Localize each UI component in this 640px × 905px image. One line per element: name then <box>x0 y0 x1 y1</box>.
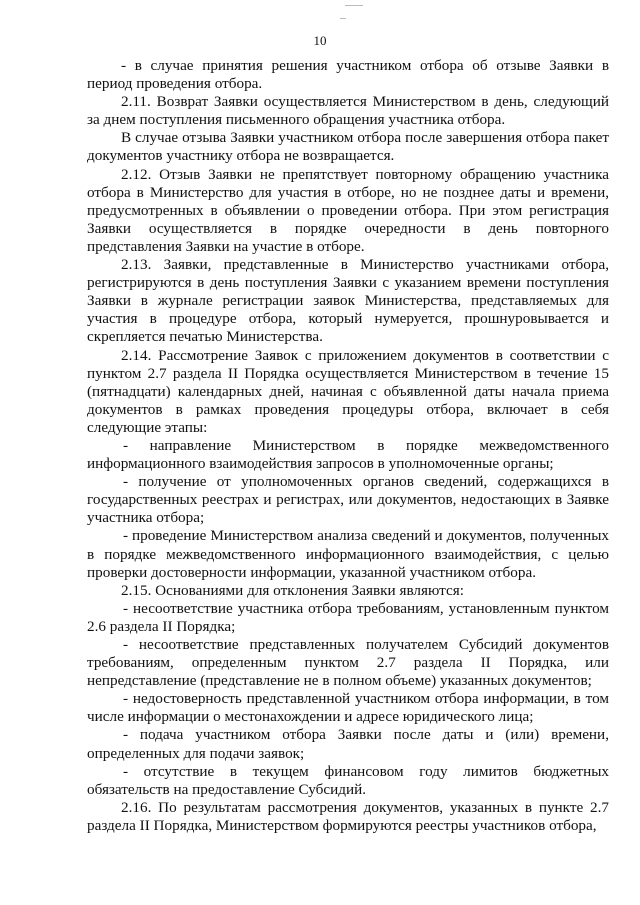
paragraph: 2.16. По результатам рассмотрения документов, указанных в пункте 2.7 раздела II Порядка, Министерством формируются реестры участников отбора, <box>87 798 609 834</box>
list-item: - подача участником отбора Заявки после даты и (или) времени, определенных для подачи заявок; <box>87 726 609 762</box>
list-item: - направление Министерством в порядке межведомственного информационного взаимодействия запросов в уполномоченные органы; <box>87 436 609 473</box>
list-item: - несоответствие участника отбора требованиям, установленным пунктом 2.6 раздела II Порядка; <box>87 599 609 635</box>
scan-mark <box>345 5 363 6</box>
paragraph: 2.11. Возврат Заявки осуществляется Министерством в день, следующий за днем поступления письменного обращения участника отбора. <box>87 93 609 129</box>
paragraph: 2.15. Основаниями для отклонения Заявки являются: <box>121 581 464 599</box>
list-item: - отсутствие в текущем финансовом году лимитов бюджетных обязательств на предоставление Субсидий. <box>87 762 609 798</box>
document-body <box>87 57 609 835</box>
list-item: - проведение Министерством анализа сведений и документов, полученных в порядке межведомственного информационного взаимодействия, с целью проверки достоверности информации, указанной участником отбора. <box>87 527 609 581</box>
paragraph: В случае отзыва Заявки участником отбора после завершения отбора пакет документов участнику отбора не возвращается. <box>87 129 609 165</box>
paragraph: 2.12. Отзыв Заявки не препятствует повторному обращению участника отбора в Министерство для участия в отборе, но не позднее даты и времени, предусмотренных в объявлении о проведении отбора. При этом регистрация Заявки осуществляется в порядке очередности в день повторного представления Заявки на участие в отборе. <box>87 165 609 255</box>
list-item: - несоответствие представленных получателем Субсидий документов требованиям, определенным пунктом 2.7 раздела II Порядка, или непредставление (представление не в полном объеме) указанных документов; <box>87 636 609 690</box>
paragraph: 2.13. Заявки, представленные в Министерство участниками отбора, регистрируются в день поступления Заявки с указанием времени поступления Заявки в журнале регистрации заявок Министерства, представляемых для участия в процедуре отбора, который нумеруется, прошнуровывается и скрепляется печатью Министерства. <box>87 256 609 346</box>
list-item: - получение от уполномоченных органов сведений, содержащихся в государственных реестрах и регистрах, или документов, недостающих в Заявке участника отбора; <box>87 473 609 527</box>
paragraph: - в случае принятия решения участником отбора об отзыве Заявки в период проведения отбора. <box>87 57 609 93</box>
page-number: 10 <box>313 33 327 48</box>
scan-mark <box>340 18 346 19</box>
paragraph: 2.14. Рассмотрение Заявок с приложением документов в соответствии с пунктом 2.7 раздела II Порядка осуществляется Министерством в течение 15 (пятнадцати) календарных дней, начиная с объявленной даты начала приема документов в рамках проведения процедуры отбора, включает в себя следующие этапы: <box>87 346 609 436</box>
list-item: - недостоверность представленной участником отбора информации, в том числе информации о местонахождении и адресе юридического лица; <box>87 690 609 726</box>
